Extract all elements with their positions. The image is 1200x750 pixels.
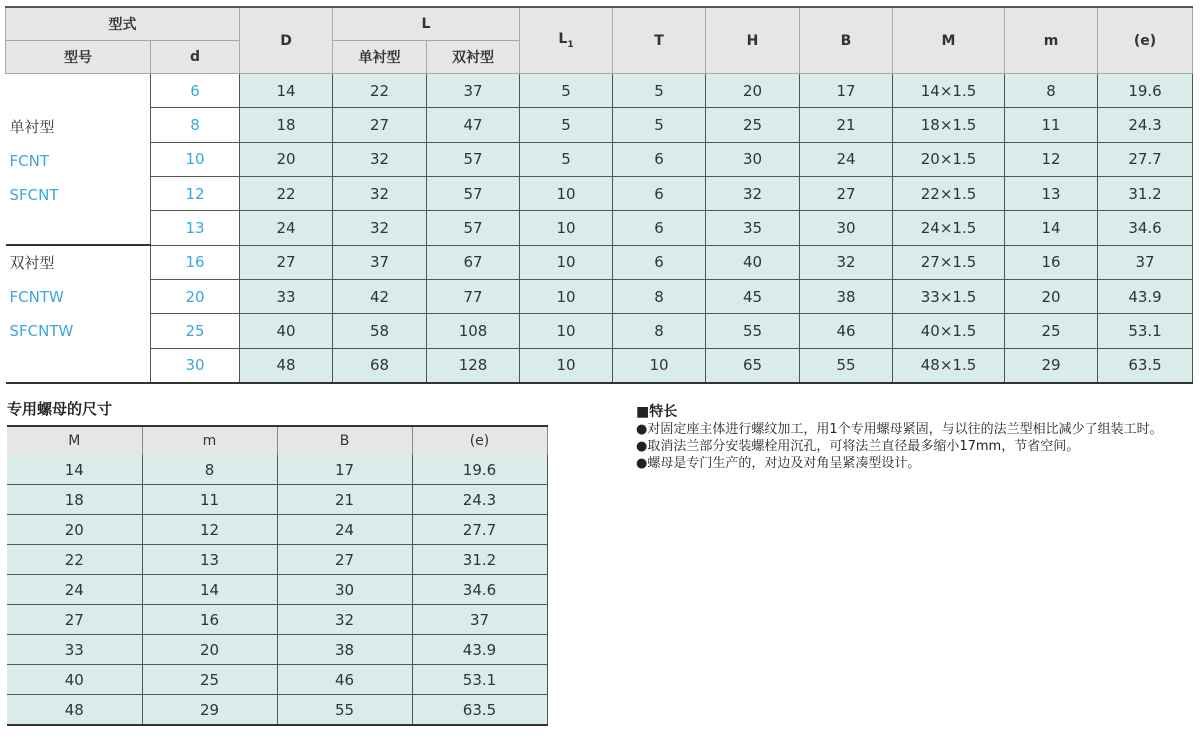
nut-table-row [7, 455, 547, 485]
cell-L1: 5 [520, 74, 613, 108]
cell-B: 21 [800, 108, 893, 142]
nut-cell-m: 12 [142, 515, 277, 545]
nut-cell-e: 27.7 [412, 515, 547, 545]
nut-cell-M: 33 [7, 635, 142, 665]
cell-H: 45 [706, 279, 800, 313]
table-row [6, 176, 1193, 210]
nut-cell-m: 20 [142, 635, 277, 665]
cell-T: 6 [613, 211, 706, 245]
header-T: T [613, 7, 706, 74]
cell-e: 24.3 [1098, 108, 1193, 142]
cell-m: 8 [1005, 74, 1098, 108]
nut-cell-m: 13 [142, 545, 277, 575]
cell-e: 31.2 [1098, 176, 1193, 210]
nut-table-row [7, 635, 547, 665]
cell-d: 8 [151, 108, 240, 142]
nut-cell-e: 19.6 [412, 455, 547, 485]
cell-T: 6 [613, 176, 706, 210]
cell-H: 20 [706, 74, 800, 108]
cell-T: 5 [613, 74, 706, 108]
features-section [636, 404, 1171, 473]
cell-d: 25 [151, 314, 240, 348]
cell-B: 24 [800, 142, 893, 176]
table-row [6, 348, 1193, 383]
nut-cell-B: 17 [277, 455, 412, 485]
cell-m: 13 [1005, 176, 1098, 210]
cell-M: 27×1.5 [893, 245, 1005, 279]
cell-Ls: 22 [333, 74, 427, 108]
cell-Ls: 32 [333, 211, 427, 245]
cell-Ld: 57 [427, 211, 520, 245]
type-label: 双衬型 [9, 254, 55, 272]
nut-cell-M: 40 [7, 665, 142, 695]
cell-e: 63.5 [1098, 348, 1193, 383]
nut-header-e: (e) [412, 426, 547, 455]
nut-cell-M: 22 [7, 545, 142, 575]
cell-B: 55 [800, 348, 893, 383]
cell-M: 22×1.5 [893, 176, 1005, 210]
table-row [6, 279, 1193, 313]
nut-cell-m: 11 [142, 485, 277, 515]
nut-cell-e: 37 [412, 605, 547, 635]
cell-d: 6 [151, 74, 240, 108]
cell-M: 20×1.5 [893, 142, 1005, 176]
cell-Ld: 108 [427, 314, 520, 348]
cell-B: 17 [800, 74, 893, 108]
cell-m: 20 [1005, 279, 1098, 313]
nut-cell-M: 20 [7, 515, 142, 545]
cell-Ld: 77 [427, 279, 520, 313]
cell-M: 33×1.5 [893, 279, 1005, 313]
cell-L1: 5 [520, 142, 613, 176]
table-row [6, 108, 1193, 142]
cell-M: 24×1.5 [893, 211, 1005, 245]
nut-cell-B: 27 [277, 545, 412, 575]
cell-d: 30 [151, 348, 240, 383]
table-row [6, 245, 1193, 279]
cell-Ls: 58 [333, 314, 427, 348]
cell-L1: 10 [520, 245, 613, 279]
cell-L1: 10 [520, 176, 613, 210]
header-M: M [893, 7, 1005, 74]
nut-table-row [7, 485, 547, 515]
header-m: m [1005, 7, 1098, 74]
header-e: (e) [1098, 7, 1193, 74]
header-xingshi: 型式 [6, 7, 240, 41]
cell-H: 55 [706, 314, 800, 348]
dimension-table-body [6, 74, 1193, 384]
cell-d: 12 [151, 176, 240, 210]
cell-Ld: 57 [427, 142, 520, 176]
table-row [6, 211, 1193, 245]
cell-L1: 10 [520, 314, 613, 348]
cell-L1: 10 [520, 211, 613, 245]
type-label: 单衬型 [9, 118, 55, 136]
cell-D: 48 [240, 348, 333, 383]
feature-item: ●螺母是专门生产的，对边及对角呈紧凑型设计。 [636, 456, 921, 471]
cell-D: 27 [240, 245, 333, 279]
nut-table-row [7, 515, 547, 545]
cell-M: 14×1.5 [893, 74, 1005, 108]
nut-table-row [7, 605, 547, 635]
nut-header-M: M [7, 426, 142, 455]
nut-cell-B: 38 [277, 635, 412, 665]
header-L1-sub: 1 [567, 39, 574, 50]
features-title: ■特长 [636, 404, 678, 420]
cell-e: 27.7 [1098, 142, 1193, 176]
nut-cell-B: 30 [277, 575, 412, 605]
type-code1: FCNT [9, 152, 49, 170]
header-L1 [520, 7, 613, 74]
nut-cell-M: 27 [7, 605, 142, 635]
cell-m: 25 [1005, 314, 1098, 348]
nut-table-row [7, 665, 547, 695]
type-code1: FCNTW [9, 288, 64, 306]
cell-T: 8 [613, 314, 706, 348]
cell-e: 43.9 [1098, 279, 1193, 313]
cell-H: 25 [706, 108, 800, 142]
cell-T: 8 [613, 279, 706, 313]
nut-cell-B: 32 [277, 605, 412, 635]
header-xinghao: 型号 [6, 41, 151, 74]
nut-header-row [7, 426, 547, 455]
type-code2: SFCNTW [9, 322, 74, 340]
cell-D: 33 [240, 279, 333, 313]
cell-d: 16 [151, 245, 240, 279]
nut-cell-e: 24.3 [412, 485, 547, 515]
cell-Ls: 32 [333, 142, 427, 176]
cell-M: 40×1.5 [893, 314, 1005, 348]
cell-D: 24 [240, 211, 333, 245]
header-row-top [6, 7, 1193, 41]
cell-m: 11 [1005, 108, 1098, 142]
header-H: H [706, 7, 800, 74]
cell-D: 40 [240, 314, 333, 348]
header-L-double: 双衬型 [427, 41, 520, 74]
nut-cell-B: 21 [277, 485, 412, 515]
cell-T: 10 [613, 348, 706, 383]
cell-L1: 10 [520, 348, 613, 383]
cell-H: 35 [706, 211, 800, 245]
cell-Ld: 37 [427, 74, 520, 108]
cell-m: 16 [1005, 245, 1098, 279]
type-code2: SFCNT [9, 186, 59, 204]
cell-B: 38 [800, 279, 893, 313]
cell-B: 46 [800, 314, 893, 348]
nut-cell-m: 8 [142, 455, 277, 485]
cell-d: 10 [151, 142, 240, 176]
nut-cell-M: 14 [7, 455, 142, 485]
dimension-table [5, 6, 1193, 384]
cell-Ls: 68 [333, 348, 427, 383]
nut-table-row [7, 695, 547, 726]
cell-m: 14 [1005, 211, 1098, 245]
cell-B: 27 [800, 176, 893, 210]
cell-H: 40 [706, 245, 800, 279]
cell-L1: 10 [520, 279, 613, 313]
cell-H: 32 [706, 176, 800, 210]
cell-D: 18 [240, 108, 333, 142]
cell-H: 65 [706, 348, 800, 383]
cell-T: 6 [613, 142, 706, 176]
nut-cell-B: 24 [277, 515, 412, 545]
nut-table-title: 专用螺母的尺寸 [7, 400, 113, 418]
cell-m: 12 [1005, 142, 1098, 176]
cell-H: 30 [706, 142, 800, 176]
cell-e: 53.1 [1098, 314, 1193, 348]
nut-cell-m: 16 [142, 605, 277, 635]
feature-item: ●取消法兰部分安装螺栓用沉孔，可将法兰直径最多缩小17mm，节省空间。 [636, 439, 1080, 454]
nut-cell-e: 34.6 [412, 575, 547, 605]
cell-Ls: 32 [333, 176, 427, 210]
cell-e: 37 [1098, 245, 1193, 279]
table-row [6, 74, 1193, 108]
cell-Ld: 128 [427, 348, 520, 383]
nut-cell-M: 48 [7, 695, 142, 726]
header-B: B [800, 7, 893, 74]
nut-cell-e: 31.2 [412, 545, 547, 575]
cell-Ls: 27 [333, 108, 427, 142]
cell-L1: 5 [520, 108, 613, 142]
cell-d: 20 [151, 279, 240, 313]
cell-D: 22 [240, 176, 333, 210]
nut-cell-e: 63.5 [412, 695, 547, 726]
type-group-single [6, 74, 151, 246]
cell-D: 20 [240, 142, 333, 176]
nut-table-row [7, 545, 547, 575]
cell-d: 13 [151, 211, 240, 245]
nut-header-m: m [142, 426, 277, 455]
header-D: D [240, 7, 333, 74]
cell-M: 48×1.5 [893, 348, 1005, 383]
nut-cell-M: 24 [7, 575, 142, 605]
header-d: d [151, 41, 240, 74]
nut-cell-e: 43.9 [412, 635, 547, 665]
nut-cell-M: 18 [7, 485, 142, 515]
cell-B: 30 [800, 211, 893, 245]
nut-cell-m: 14 [142, 575, 277, 605]
cell-M: 18×1.5 [893, 108, 1005, 142]
header-L: L [333, 7, 520, 41]
cell-m: 29 [1005, 348, 1098, 383]
cell-T: 5 [613, 108, 706, 142]
table-row [6, 142, 1193, 176]
cell-Ld: 57 [427, 176, 520, 210]
cell-e: 19.6 [1098, 74, 1193, 108]
cell-Ls: 42 [333, 279, 427, 313]
nut-table-row [7, 575, 547, 605]
cell-D: 14 [240, 74, 333, 108]
header-L-single: 单衬型 [333, 41, 427, 74]
cell-Ld: 47 [427, 108, 520, 142]
type-group-double [6, 245, 151, 383]
nut-cell-B: 46 [277, 665, 412, 695]
nut-cell-B: 55 [277, 695, 412, 726]
nut-cell-m: 25 [142, 665, 277, 695]
cell-e: 34.6 [1098, 211, 1193, 245]
cell-T: 6 [613, 245, 706, 279]
cell-Ls: 37 [333, 245, 427, 279]
nut-header-B: B [277, 426, 412, 455]
nut-table-body [7, 455, 547, 725]
nut-cell-e: 53.1 [412, 665, 547, 695]
table-row [6, 314, 1193, 348]
cell-B: 32 [800, 245, 893, 279]
cell-Ld: 67 [427, 245, 520, 279]
nut-dimension-table [7, 425, 548, 726]
nut-cell-m: 29 [142, 695, 277, 726]
feature-item: ●对固定座主体进行螺纹加工，用1个专用螺母紧固，与以往的法兰型相比减少了组装工时。 [636, 422, 1163, 437]
header-L1-text: L [558, 31, 568, 48]
